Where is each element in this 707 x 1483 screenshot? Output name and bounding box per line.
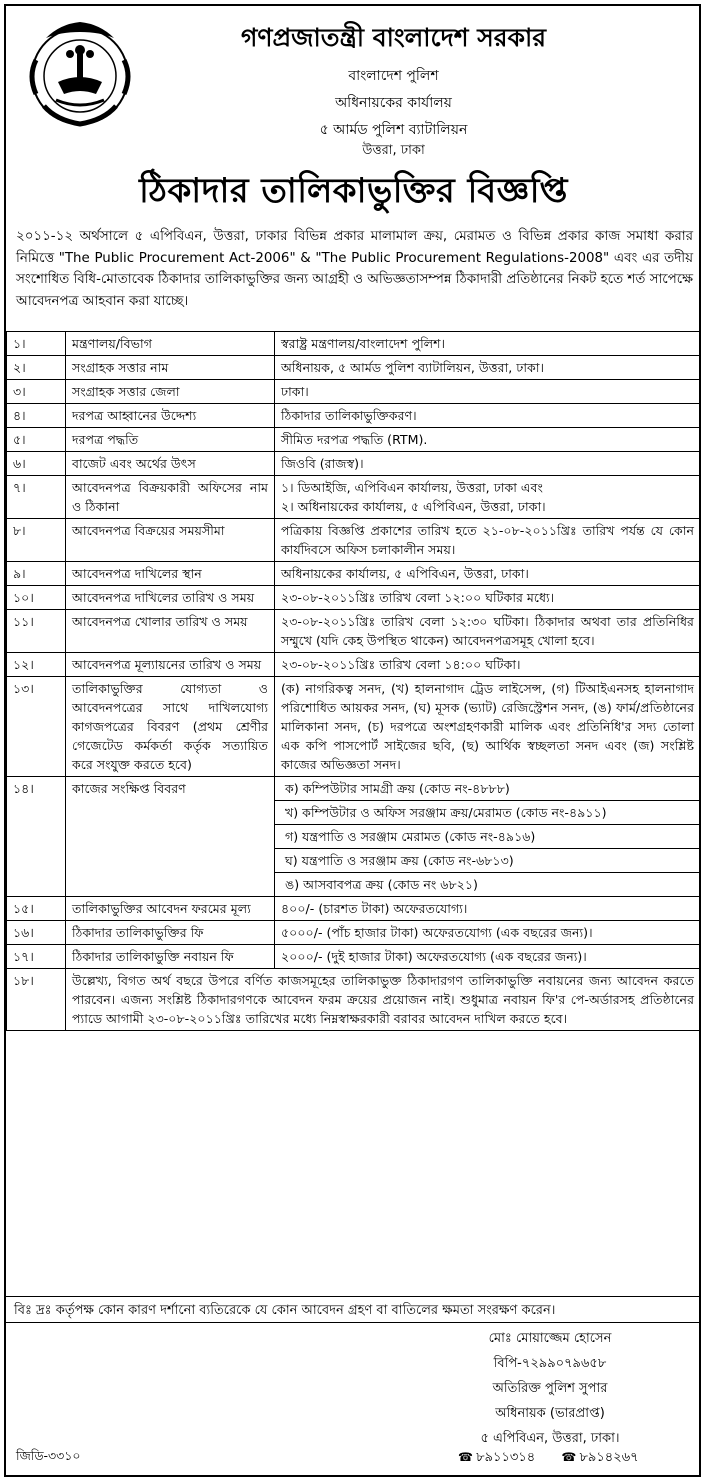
row-value: জিওবি (রাজস্ব)। (275, 452, 701, 476)
telephone-icon: ☎ (561, 1450, 577, 1464)
table-row (7, 969, 701, 1031)
table-row (7, 332, 701, 356)
row-label: মন্ত্রণালয়/বিভাগ (66, 332, 275, 356)
table-row (7, 356, 701, 380)
signatory-role: অধিনায়ক (ভারপ্রাপ্ত) (495, 1406, 605, 1421)
row-number: ৩। (7, 380, 66, 404)
row-value: অধিনায়কের কার্যালয়, ৫ এপিবিএন, উত্তরা, ঢাকা। (275, 562, 701, 586)
table-row (7, 452, 701, 476)
table-row (7, 428, 701, 452)
row-value: ঢাকা। (275, 380, 701, 404)
table-row (7, 586, 701, 610)
row-label: আবেদনপত্র মূল্যায়নের তারিখ ও সময় (66, 653, 275, 677)
row-value: ঠিকাদার তালিকাভুক্তিকরণ। (275, 404, 701, 428)
notice-title: ঠিকাদার তালিকাভুক্তির বিজ্ঞপ্তি (139, 171, 568, 211)
row-number: ১০। (7, 586, 66, 610)
table-row (7, 380, 701, 404)
telephone-icon: ☎ (458, 1450, 473, 1464)
signatory-office: ৫ এপিবিএন, উত্তরা, ঢাকা। (480, 1431, 620, 1446)
phone-1: ৮৯১১৩১৪ (476, 1450, 536, 1465)
government-heading: গণপ্রজাতন্ত্রী বাংলাদেশ সরকার (241, 23, 546, 52)
row-number: ৫। (7, 428, 66, 452)
row-number: ১৪। (7, 777, 66, 897)
row-value: ২৩-০৮-২০১১খ্রিঃ তারিখ বেলা ১৪:০০ ঘটিকা। (275, 653, 701, 677)
row-label: কাজের সংক্ষিপ্ত বিবরণ (66, 777, 275, 897)
row-label: দরপত্র আহ্বানের উদ্দেশ্য (66, 404, 275, 428)
row-label: বাজেট এবং অর্থের উৎস (66, 452, 275, 476)
work-item: ঘ) যন্ত্রপাতি ও সরঞ্জাম ক্রয় (কোড নং-৬৮১৩) (275, 848, 700, 872)
note-rule-top (6, 1296, 701, 1297)
disclaimer-note: বিঃ দ্রঃ কর্তৃপক্ষ কোন কারণ দর্শানো ব্যতিরেকে যে কোন আবেদন গ্রহণ বা বাতিলের ক্ষমতা সংরক্ষণ করেন। (14, 1303, 556, 1318)
row-label: আবেদনপত্র বিক্রয়ের সময়সীমা (66, 519, 275, 562)
row-number: ১৭। (7, 945, 66, 969)
row-value: ২৩-০৮-২০১১খ্রিঃ তারিখ বেলা ১২:৩০ ঘটিকা। ঠিকাদার অথবা তার প্রতিনিধির সম্মুখে (যদি কেহ উপস্থিত থাকেন) আবেদনপত্রসমূহ খোলা হবে। (275, 610, 701, 653)
row-value (275, 777, 701, 897)
row-value (275, 476, 701, 519)
row-value: পত্রিকায় বিজ্ঞপ্তি প্রকাশের তারিখ হতে ২১-০৮-২০১১খ্রিঃ তারিখ পর্যন্ত যে কোন কার্যদিবসে অফিস চলাকালীন সময়। (275, 519, 701, 562)
row-value: স্বরাষ্ট্র মন্ত্রণালয়/বাংলাদেশ পুলিশ। (275, 332, 701, 356)
work-item: গ) যন্ত্রপাতি ও সরঞ্জাম মেরামত (কোড নং-৪৯১৬) (275, 824, 700, 848)
table-row (7, 519, 701, 562)
row-number: ১৬। (7, 921, 66, 945)
row-number: ১৫। (7, 897, 66, 921)
unit-line: ৫ আর্মড পুলিশ ব্যাটালিয়ন (319, 122, 468, 138)
phone-2: ৮৯১৪২৬৭ (579, 1450, 639, 1465)
row-number: ১৩। (7, 677, 66, 777)
signatory-name: মোঃ মোয়াজ্জেম হোসেন (488, 1331, 612, 1346)
row-label: দরপত্র পদ্ধতি (66, 428, 275, 452)
office-line: অধিনায়কের কার্যালয় (335, 95, 452, 111)
department-line: বাংলাদেশ পুলিশ (348, 68, 439, 84)
table-row (7, 404, 701, 428)
table-row (7, 777, 701, 897)
table-row (7, 945, 701, 969)
row-value-wide: উল্লেখ্য, বিগত অর্থ বছরে উপরে বর্ণিত কাজসমূহের তালিকাভুক্ত ঠিকাদারগণ তালিকাভুক্তি নবায়নের জন্য আবেদন করতে পারবেন। এজন্য সংশ্লিষ্ট ঠিকাদারগণকে আবেদন ফরম ক্রয়ের প্রয়োজন নাই। শুধুমাত্র নবায়ন ফি'র পে-অর্ডারসহ প্রতিষ্ঠানের প্যাডে আগামী ২৩-০৮-২০১১খ্রিঃ তারিখের মধ্যে নিম্নস্বাক্ষরকারী বরাবর আবেদন দাখিল করতে হবে। (66, 969, 701, 1031)
office-address-2: ২। অধিনায়কের কার্যালয়, ৫ এপিবিএন, উত্তরা, ঢাকা। (281, 499, 546, 514)
row-value: ২০০০/- (দুই হাজার টাকা) অফেরতযোগ্য (এক বছরের জন্য)। (275, 945, 701, 969)
row-value: ২৩-০৮-২০১১খ্রিঃ তারিখ বেলা ১২:০০ ঘটিকার মধ্যে। (275, 586, 701, 610)
row-number: ৪। (7, 404, 66, 428)
row-number: ১। (7, 332, 66, 356)
row-number: ২। (7, 356, 66, 380)
row-number: ১১। (7, 610, 66, 653)
row-label: আবেদনপত্র খোলার তারিখ ও সময় (66, 610, 275, 653)
table-row (7, 921, 701, 945)
table-row (7, 653, 701, 677)
table-row (7, 897, 701, 921)
row-label: তালিকাভুক্তির যোগ্যতা ও আবেদনপত্রের সাথে দাখিলযোগ্য কাগজপত্রের বিবরণ (প্রথম শ্রেণীর গেজেটেড কর্মকর্তা কর্তৃক সত্যায়িত করে সংযুক্ত করতে হবে) (66, 677, 275, 777)
row-number: ৬। (7, 452, 66, 476)
table-row (7, 562, 701, 586)
reference-number: জিডি-৩৩১০ (16, 1448, 81, 1463)
signature-block (420, 1326, 680, 1451)
work-item: খ) কম্পিউটার ও অফিস সরঞ্জাম ক্রয়/মেরামত (কোড নং-৪৯১১) (275, 800, 700, 824)
row-label: সংগ্রাহক সত্তার নাম (66, 356, 275, 380)
row-value: অধিনায়ক, ৫ আর্মড পুলিশ ব্যাটালিয়ন, উত্তরা, ঢাকা। (275, 356, 701, 380)
row-label: ঠিকাদার তালিকাভুক্তির ফি (66, 921, 275, 945)
row-label: আবেদনপত্র দাখিলের স্থান (66, 562, 275, 586)
work-item: ক) কম্পিউটার সামগ্রী ক্রয় (কোড নং-৪৮৮৮) (285, 781, 510, 796)
row-label: তালিকাভুক্তির আবেদন ফরমের মূল্য (66, 897, 275, 921)
intro-paragraph: ২০১১-১২ অর্থসালে ৫ এপিবিএন, উত্তরা, ঢাকার বিভিন্ন প্রকার মালামাল ক্রয়, মেরামত ও বিভিন্ন প্রকার কাজ সমাধা করার নিমিত্তে "The Public Procurement Act-2006" & "The Public Procurement Regulations-2008" এবং এর তদীয় সংশোধিত বিধি-মোতাবেক ঠিকাদার তালিকাভুক্তির জন্য আগ্রহী ও অভিজ্ঞতাসম্পন্ন ঠিকাদারী প্রতিষ্ঠানের নিকট হতে শর্ত সাপেক্ষে আবেদনপত্র আহবান করা যাচ্ছে। (16, 229, 693, 309)
row-number: ৮। (7, 519, 66, 562)
row-number: ৭। (7, 476, 66, 519)
table-row (7, 476, 701, 519)
row-number: ১৮। (7, 969, 66, 1031)
row-value: ৪০০/- (চারশত টাকা) অফেরতযোগ্য। (275, 897, 701, 921)
row-label: সংগ্রাহক সত্তার জেলা (66, 380, 275, 404)
row-number: ৯। (7, 562, 66, 586)
row-value: (ক) নাগরিকত্ব সনদ, (খ) হালনাগাদ ট্রেড লাইসেন্স, (গ) টিআইএনসহ হালনাগাদ পরিশোধিত আয়কর সনদ, (ঘ) মূসক (ভ্যাট) রেজিস্ট্রেশন সনদ, (ঙ) ফার্ম/প্রতিষ্ঠানের মালিকানা সনদ, (চ) দরপত্রে অংশগ্রহণকারী মালিক এবং প্রতিনিধি'র সদ্য তোলা এক কপি পাসপোর্ট সাইজের ছবি, (ছ) আর্থিক স্বচ্ছলতা সনদ এবং (জ) সংশ্লিষ্ট কাজের অভিজ্ঞতা সনদ। (275, 677, 701, 777)
signatory-bp: বিপি-৭২৯৯০৭৯৬৫৮ (493, 1356, 607, 1371)
work-item: ঙ) আসবাবপত্র ক্রয় (কোড নং ৬৮২১) (275, 872, 700, 896)
location-line: উত্তরা, ঢাকা (362, 143, 425, 158)
notice-table (6, 331, 701, 1031)
signatory-designation: অতিরিক্ত পুলিশ সুপার (492, 1381, 608, 1396)
note-rule-bottom (6, 1322, 701, 1323)
table-row (7, 677, 701, 777)
phone-numbers (458, 1448, 639, 1469)
row-label: ঠিকাদার তালিকাভুক্তি নবায়ন ফি (66, 945, 275, 969)
row-label: আবেদনপত্র বিক্রয়কারী অফিসের নাম ও ঠিকানা (66, 476, 275, 519)
row-value: ৫০০০/- (পাঁচ হাজার টাকা) অফেরতযোগ্য (এক বছরের জন্য)। (275, 921, 701, 945)
office-address-1: ১। ডিআইজি, এপিবিএন কার্যালয়, উত্তরা, ঢাকা এবং (281, 480, 543, 495)
row-value: সীমিত দরপত্র পদ্ধতি (RTM). (275, 428, 701, 452)
row-label: আবেদনপত্র দাখিলের তারিখ ও সময় (66, 586, 275, 610)
table-row (7, 610, 701, 653)
row-number: ১২। (7, 653, 66, 677)
